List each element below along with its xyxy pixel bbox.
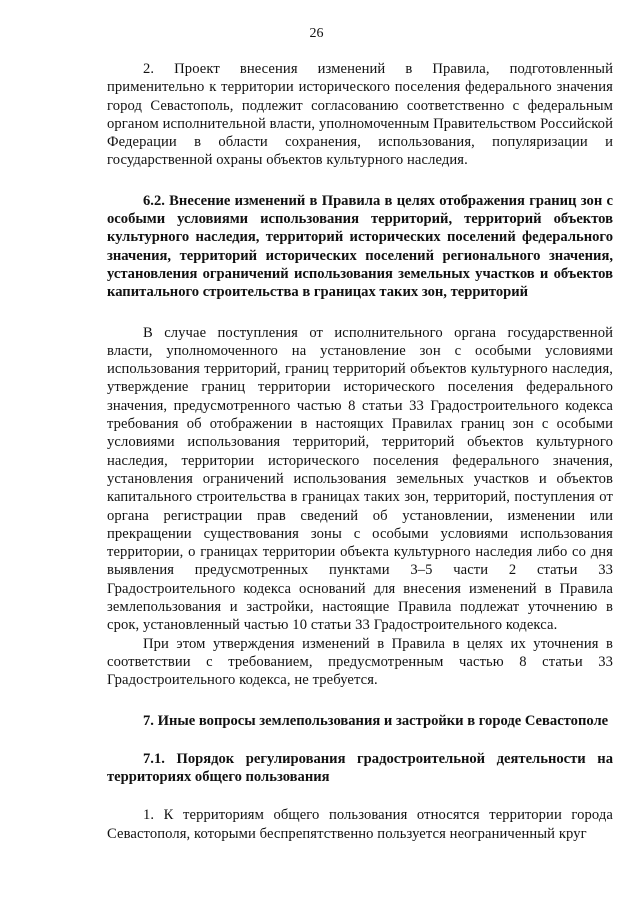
- page-content: [107, 60, 613, 843]
- section-heading-7-1: 7.1. Порядок регулирования градостроительной деятельности на территориях общего пользования: [107, 750, 613, 786]
- page-number: 26: [309, 26, 324, 41]
- paragraph-project-approval: 2. Проект внесения изменений в Правила, подготовленный применительно к территории исторического поселения федерального значения город Севастополь, подлежит согласованию соответственно с федеральным органом исполнительной власти, уполномоченным Правительством Российской Федерации в области сохранения, использования, популяризации и государственной охраны объектов культурного наследия.: [107, 61, 613, 169]
- section-heading-6-2: 6.2. Внесение изменений в Правила в целях отображения границ зон с особыми условиями использования территорий, территорий объектов культурного наследия, территорий исторических поселений федерального значения, территорий исторических поселений регионального значения, установления ограничений использования земельных участков и объектов капитального строительства в границах таких зон, территорий: [107, 192, 613, 301]
- paragraph-public-territories: 1. К территориям общего пользования относятся территории города Севастополя, которыми беспрепятственно пользуется неограниченный круг: [107, 807, 613, 842]
- paragraph-zone-boundaries: В случае поступления от исполнительного органа государственной власти, уполномоченного на установление зон с особыми условиями использования территорий, границ территорий объектов культурного наследия, утверждение границ территории исторического поселения федерального значения, предусмотренного частью 8 статьи 33 Градостроительного кодекса требования об отображении в настоящих Правилах границ зон с особыми условиями использования территорий, территорий объектов культурного наследия, территории исторического поселения федерального значения, установления ограничений использования земельных участков и объектов капитального строительства в границах таких зон, территорий, поступления от органа регистрации прав сведений об установлении, изменении или прекращении существования зоны с особыми условиями использования территории, о границах территории объекта культурного наследия либо со дня выявления предусмотренных пунктами 3–5 части 2 статьи 33 Градостроительного кодекса оснований для внесения изменений в Правила землепользования и застройки, настоящие Правила подлежат уточнению в срок, установленный частью 10 статьи 33 Градостроительного кодекса.: [107, 324, 613, 634]
- paragraph-approval-not-required: При этом утверждения изменений в Правила в целях их уточнения в соответствии с требованием, предусмотренным частью 8 статьи 33 Градостроительного кодекса, не требуется.: [107, 635, 613, 689]
- section-heading-7: 7. Иные вопросы землепользования и застройки в городе Севастополе: [143, 712, 609, 729]
